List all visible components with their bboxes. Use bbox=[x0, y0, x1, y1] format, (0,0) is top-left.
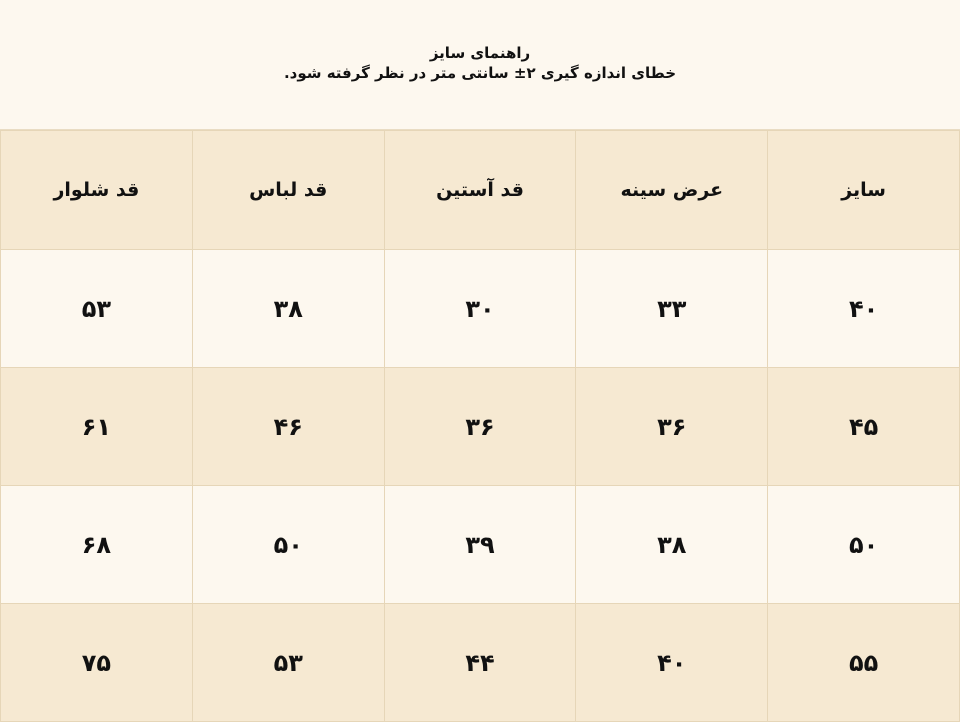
column-header-pants-length: قد شلوار bbox=[1, 131, 193, 250]
measurement-note: خطای اندازه گیری ۲± سانتی متر در نظر گرفته شود. bbox=[283, 64, 677, 82]
size-guide-header bbox=[0, 0, 960, 130]
column-header-chest-width: عرض سینه bbox=[576, 131, 768, 250]
table-cell: ۵۵ bbox=[768, 604, 960, 722]
table-cell: ۴۰ bbox=[768, 250, 960, 368]
table-row bbox=[1, 486, 960, 604]
table-header-row bbox=[1, 131, 960, 250]
table-cell: ۳۹ bbox=[384, 486, 576, 604]
table-cell: ۳۳ bbox=[576, 250, 768, 368]
table-row bbox=[1, 250, 960, 368]
column-header-dress-length: قد لباس bbox=[192, 131, 384, 250]
page-title: راهنمای سایز bbox=[429, 44, 531, 62]
table-cell: ۳۶ bbox=[384, 368, 576, 486]
table-cell: ۶۱ bbox=[1, 368, 193, 486]
table-row bbox=[1, 604, 960, 722]
table-cell: ۳۶ bbox=[576, 368, 768, 486]
table-cell: ۳۰ bbox=[384, 250, 576, 368]
table-row bbox=[1, 368, 960, 486]
table-cell: ۵۰ bbox=[768, 486, 960, 604]
table-cell: ۴۶ bbox=[192, 368, 384, 486]
column-header-size: سایز bbox=[768, 131, 960, 250]
table-cell: ۴۵ bbox=[768, 368, 960, 486]
table-cell: ۴۰ bbox=[576, 604, 768, 722]
table-cell: ۵۰ bbox=[192, 486, 384, 604]
table-cell: ۵۳ bbox=[1, 250, 193, 368]
table-cell: ۳۸ bbox=[192, 250, 384, 368]
size-table bbox=[0, 130, 960, 722]
table-cell: ۵۳ bbox=[192, 604, 384, 722]
table-cell: ۳۸ bbox=[576, 486, 768, 604]
column-header-sleeve-length: قد آستین bbox=[384, 131, 576, 250]
table-cell: ۶۸ bbox=[1, 486, 193, 604]
table-cell: ۷۵ bbox=[1, 604, 193, 722]
table-cell: ۴۴ bbox=[384, 604, 576, 722]
